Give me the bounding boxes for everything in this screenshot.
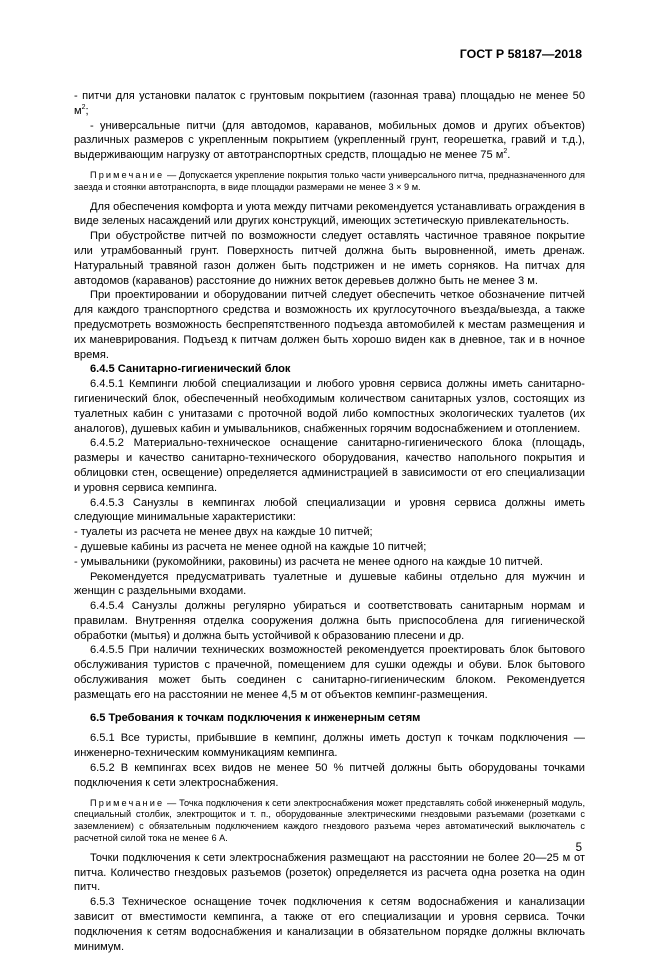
standard-header: ГОСТ Р 58187—2018 xyxy=(459,47,582,61)
paragraph: 6.4.5.1 Кемпинги любой специализации и любого уровня сервиса должны иметь санитарно-гигиенический блок, обеспеченный необходимым количеством санитарных узлов, состоящих из туалетных кабин с унитазами с проточной водой либо компостных экологических туалетов (их аналогов), душевых кабин и умывальников, снабженных горячим водоснабжением и отоплением. xyxy=(74,378,585,435)
paragraph: При проектировании и оборудовании питчей следует обеспечить четкое обозначение питчей для каждого транспортного средства и возможность их круглосуточного въезда/выезда, а также предусмотреть возможность беспрепятственного подъезда автомобилей к местам размещения и их маневрирования. Подъезд к питчам должен быть хорошо виден как в дневное, так и в ночное время. xyxy=(74,289,585,361)
paragraph: 6.4.5.2 Материально-техническое оснащение санитарно-гигиенического блока (площадь, размеры и качество санитарно-технического оборудования, качество напольного покрытия и облицовки стен, освещение) определяется администрацией в зависимости от его специализации и уровня сервиса кемпинга. xyxy=(74,437,585,494)
paragraph: Для обеспечения комфорта и уюта между питчами рекомендуется устанавливать ограждения в виде зеленых насаждений или других конструкций, имеющих эстетическую привлекательность. xyxy=(74,200,585,228)
paragraph: 6.5.2 В кемпингах всех видов не менее 50 % питчей должны быть оборудованы точками подключения к сети электроснабжения. xyxy=(74,762,585,789)
paragraph: При обустройстве питчей по возможности следует оставлять частичное травяное покрытие или утрамбованный грунт. Поверхность питчей должна быть выровненной, иметь дренаж. Натуральный травяной газон должен быть подстрижен и не иметь сорняков. На питчах для автодомов (караванов) расстояние до нижних веток деревьев должно быть не менее 3 м. xyxy=(74,230,585,287)
paragraph: 6.4.5.5 При наличии технических возможностей рекомендуется проектировать блок бытового обслуживания туристов с прачечной, помещением для сушки одежды и обуви. Блок бытового обслуживания может быть соединен с санитарно-гигиеническим блоком. Рекомендуется размещать его на расстоянии не менее 4,5 м от объектов кемпинг-размещения. xyxy=(74,644,585,701)
paragraph: Рекомендуется предусматривать туалетные и душевые кабины отдельно для мужчин и женщин с раздельными входами. xyxy=(74,570,585,598)
section-heading-6-4-5: 6.4.5 Санитарно-гигиенический блок xyxy=(90,363,291,376)
list-item-universal-pitches: - универсальные питчи (для автодомов, караванов, мобильных домов и других объектов) различных размеров с укрепленным покрытием (укрепленный грунт, георешетка, гравий и т.д.), выдерживающим нагрузку от автотранспортных средств, площадью не менее 75 $м^2$. xyxy=(74,119,585,162)
list-item: - туалеты из расчета не менее двух на каждые 10 питчей; xyxy=(74,526,373,539)
paragraph: Точки подключения к сети электроснабжения размещают на расстоянии не более 20—25 м от питча. Количество гнездовых разъемов (розеток) определяется из расчета одна розетка на один питч. xyxy=(74,851,585,894)
section-heading-6-5: 6.5 Требования к точкам подключения к инженерным сетям xyxy=(90,711,421,724)
paragraph: 6.5.1 Все туристы, прибывшие в кемпинг, должны иметь доступ к точкам подключения — инженерно-техническим коммуникациям кемпинга. xyxy=(74,732,585,760)
note-power-connection: Примечание — Точка подключения к сети электроснабжения может представлять собой инженерный модуль, специальный столбик, электрощиток и т. п., оборудованные электрическими гнездовыми разъемами (розетками с заземлением) с обязательным подключением каждого гнездового разъема через автоматический выключатель с расчетной силой тока не менее 6 А. xyxy=(74,797,585,844)
paragraph: 6.5.3 Техническое оснащение точек подключения к сетям водоснабжения и канализации зависит от вместимости кемпинга, а также от его специализации и уровня сервиса. Точки подключения к сетям водоснабжения и канализации в обязательном порядке должны включать минимум. xyxy=(74,896,585,953)
list-item: - душевые кабины из расчета не менее одной на каждые 10 питчей; xyxy=(74,540,427,553)
list-item-tent-pitches: - питчи для установки палаток с грунтовым покрытием (газонная трава) площадью не менее 50 $м^2$; xyxy=(74,90,585,117)
paragraph: 6.4.5.4 Санузлы должны регулярно убираться и соответствовать санитарным нормам и правилам. Внутренняя отделка сооружения должна быть приспособлена для гигиенической обработки (мытья) и должна быть устойчивой к образованию плесени и др. xyxy=(74,600,585,642)
page-number: 5 xyxy=(575,842,582,854)
note-pitch-surface: Примечание — Допускается укрепление покрытия только части универсального питча, предназначенного для заезда и стоянки автотранспорта, в виде площадки размерами не менее 3 × 9 м. xyxy=(74,169,585,192)
list-item: - умывальники (рукомойники, раковины) из расчета не менее одного на каждые 10 питчей. xyxy=(74,555,543,568)
paragraph: 6.4.5.3 Санузлы в кемпингах любой специализации и уровня сервиса должны иметь следующие минимальные характеристики: xyxy=(74,496,585,524)
page-content xyxy=(74,89,585,954)
